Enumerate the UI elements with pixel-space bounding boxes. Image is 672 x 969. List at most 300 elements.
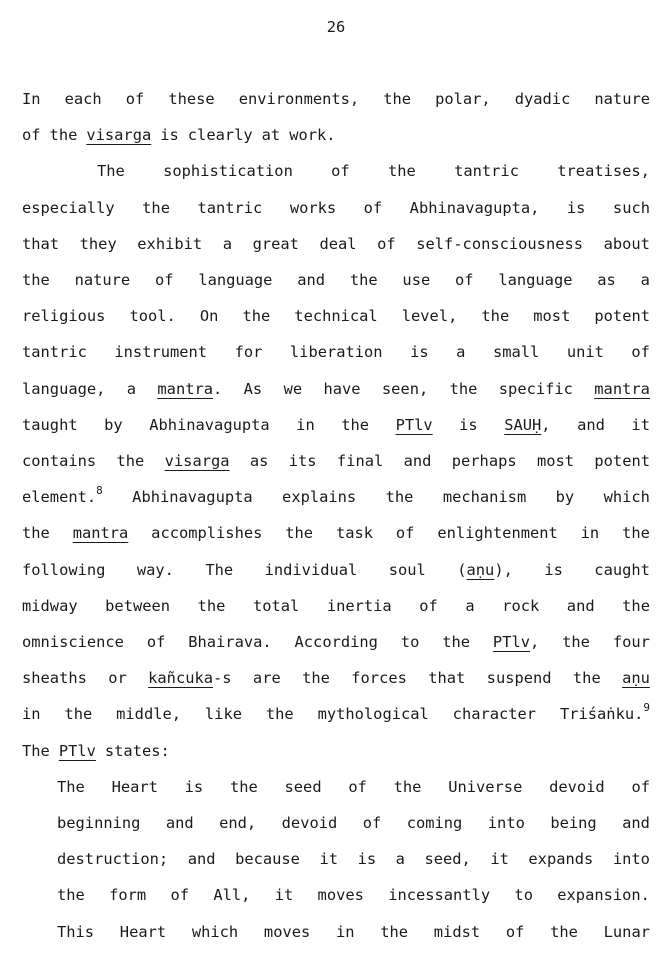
- word-text: specific: [498, 379, 573, 398]
- word-text: being: [550, 814, 597, 832]
- word: [396, 848, 405, 870]
- word-text: the: [449, 379, 478, 398]
- word-text: of: [631, 777, 650, 796]
- word: [550, 812, 596, 834]
- word-text: is: [160, 126, 179, 145]
- word-text: of: [363, 198, 383, 217]
- word-text: of: [455, 271, 474, 289]
- word-text: midst: [433, 922, 481, 941]
- word-text: potent: [594, 452, 650, 470]
- word: [394, 776, 422, 798]
- word: [327, 595, 392, 617]
- word-text: taught: [22, 415, 78, 434]
- word: [567, 341, 604, 363]
- word-text: in: [22, 705, 41, 724]
- word: [22, 631, 124, 653]
- word-text: it: [631, 415, 650, 434]
- word: [137, 559, 174, 581]
- word-text: final: [336, 452, 384, 470]
- word: [297, 269, 325, 291]
- word: [613, 631, 650, 653]
- word: [230, 776, 258, 798]
- word: [380, 921, 408, 943]
- word: [120, 921, 166, 943]
- word: [336, 921, 355, 943]
- text-line: [22, 341, 650, 363]
- word-text: ,: [529, 633, 540, 651]
- word: [188, 124, 253, 146]
- word: [631, 341, 650, 363]
- word: [454, 160, 519, 182]
- word-text: the: [64, 705, 93, 724]
- quote-line: [57, 848, 650, 870]
- underlined-term: PTlv: [395, 415, 433, 434]
- word: [59, 740, 96, 762]
- word: [22, 559, 105, 581]
- word-text: mythological: [317, 705, 429, 724]
- word: [296, 414, 315, 436]
- word: [294, 305, 377, 327]
- underlined-term: SAUḤ: [504, 415, 542, 434]
- word: [285, 776, 322, 798]
- word: [407, 812, 463, 834]
- word-text: the: [22, 524, 50, 543]
- word-text: of: [154, 271, 174, 289]
- word-text: element.: [22, 488, 97, 507]
- word-text: in: [335, 922, 355, 941]
- quote-line: [57, 812, 650, 834]
- word: [631, 776, 650, 798]
- word-text: of: [348, 777, 367, 796]
- word: [323, 378, 360, 400]
- word: [604, 233, 650, 255]
- word-text: Heart: [119, 922, 167, 941]
- text-line: [22, 233, 650, 255]
- word-text: As: [243, 379, 263, 398]
- word-text: soul: [388, 560, 426, 579]
- word: [57, 776, 85, 798]
- word-text: The: [97, 162, 125, 181]
- word-text: the: [380, 922, 409, 941]
- word-text: ),: [494, 560, 513, 579]
- word-text: self-consciousness: [416, 234, 584, 253]
- word-text: unit: [566, 343, 604, 362]
- underlined-term: mantra: [157, 379, 214, 398]
- footnote-marker: 9: [643, 701, 650, 715]
- word: [442, 631, 470, 653]
- word: [213, 884, 250, 906]
- word-text: work.: [289, 126, 336, 145]
- word: [377, 233, 396, 255]
- word-text: is: [410, 343, 429, 362]
- word-text: -s: [213, 669, 232, 688]
- word: [382, 378, 428, 400]
- word: [205, 559, 233, 581]
- word-text: devoid: [549, 777, 605, 796]
- word-text: the: [116, 452, 145, 470]
- word-text: they: [79, 234, 117, 253]
- word: [419, 595, 438, 617]
- word-text: the: [481, 307, 510, 326]
- page-number: 26: [326, 18, 346, 36]
- word-text: This: [57, 922, 95, 941]
- word-text: its: [288, 452, 317, 470]
- word: [493, 631, 539, 653]
- word: [401, 631, 420, 653]
- word: [455, 269, 474, 291]
- word: [388, 884, 490, 906]
- word: [453, 703, 536, 725]
- word-text: the: [349, 271, 378, 289]
- word: [550, 921, 578, 943]
- text-line: [22, 595, 650, 617]
- word-text: and: [566, 596, 595, 615]
- word: [560, 703, 650, 725]
- text-line: [22, 88, 650, 110]
- word: [22, 486, 103, 508]
- word-text: the: [302, 669, 330, 688]
- word: [502, 595, 539, 617]
- word: [22, 197, 115, 219]
- word: [266, 703, 294, 725]
- text-line: [22, 631, 650, 653]
- word: [363, 812, 382, 834]
- underlined-term: PTlv: [492, 633, 530, 651]
- word: [253, 233, 299, 255]
- word: [80, 233, 117, 255]
- word: [244, 378, 263, 400]
- underlined-term: mantra: [72, 524, 129, 543]
- word-text: In: [22, 90, 41, 108]
- word: [499, 378, 573, 400]
- word: [22, 269, 50, 291]
- word-text: of: [170, 886, 190, 905]
- word-text: omniscience: [22, 633, 124, 651]
- word-text: by: [104, 415, 123, 434]
- word-text: of: [505, 922, 525, 941]
- word: [557, 884, 650, 906]
- text-line: [22, 160, 650, 182]
- word: [331, 160, 350, 182]
- word: [22, 450, 96, 472]
- word: [129, 305, 175, 327]
- word-text: destruction;: [57, 850, 169, 869]
- word-text: are: [252, 669, 281, 688]
- word: [594, 378, 650, 400]
- word-text: the: [49, 126, 78, 145]
- text-line: [22, 559, 650, 581]
- word: [127, 378, 136, 400]
- word-text: and: [165, 814, 194, 832]
- text-line: [22, 703, 650, 725]
- word: [157, 378, 222, 400]
- word: [86, 124, 151, 146]
- word-text: tantric: [197, 198, 263, 217]
- word: [151, 522, 262, 544]
- word: [435, 88, 491, 110]
- word: [341, 414, 369, 436]
- word-text: seed,: [424, 850, 471, 869]
- word: [160, 124, 179, 146]
- word-text: states:: [104, 741, 170, 760]
- word: [604, 486, 650, 508]
- word: [416, 233, 583, 255]
- word: [284, 378, 303, 400]
- word: [358, 848, 377, 870]
- word-text: is: [566, 198, 586, 217]
- word: [402, 305, 458, 327]
- word-text: by: [555, 488, 575, 507]
- word: [137, 233, 202, 255]
- word-text: coming: [406, 814, 463, 832]
- word-text: the: [197, 596, 226, 615]
- word: [388, 160, 416, 182]
- word-text: On: [199, 307, 219, 326]
- word: [22, 88, 41, 110]
- word: [622, 522, 650, 544]
- text-line: [22, 522, 650, 544]
- word-text: the: [385, 488, 414, 507]
- word: [116, 703, 181, 725]
- word: [337, 450, 383, 472]
- word: [282, 486, 356, 508]
- word: [396, 414, 433, 436]
- word-text: the: [22, 271, 50, 289]
- word-text: middle,: [116, 705, 182, 724]
- word-text: forces: [351, 669, 407, 688]
- quote-line: [57, 776, 650, 798]
- word: [348, 776, 367, 798]
- word-text: is: [357, 850, 377, 869]
- word-text: ,: [541, 415, 551, 434]
- word-text: Abhinavagupta: [149, 415, 270, 434]
- word: [200, 305, 219, 327]
- word-text: of: [362, 814, 382, 832]
- word: [75, 269, 131, 291]
- word-text: and: [297, 271, 326, 289]
- text-line: [22, 269, 650, 291]
- word-text: the: [562, 633, 590, 651]
- word: [557, 160, 650, 182]
- word: [198, 595, 226, 617]
- word-text: The: [57, 777, 85, 796]
- word-text: the: [442, 633, 471, 651]
- word-text: inertia: [326, 596, 392, 615]
- word-text: the: [265, 705, 294, 724]
- text-line: [22, 197, 650, 219]
- word: [424, 848, 470, 870]
- word-text: great: [252, 234, 299, 253]
- word: [22, 703, 41, 725]
- word: [65, 88, 102, 110]
- word: [498, 269, 572, 291]
- word: [105, 740, 170, 762]
- word-text: of: [631, 343, 650, 362]
- word: [109, 884, 146, 906]
- word-text: expansion.: [557, 886, 650, 905]
- word: [185, 776, 204, 798]
- word-text: that: [428, 669, 466, 688]
- word: [104, 414, 123, 436]
- word-text: into: [612, 850, 650, 869]
- word-text: the: [57, 886, 85, 905]
- word: [290, 341, 383, 363]
- word: [265, 559, 358, 581]
- text-line: [22, 124, 650, 146]
- word-text: works: [289, 198, 337, 217]
- word: [166, 812, 194, 834]
- word: [253, 595, 299, 617]
- word: [57, 848, 168, 870]
- word-text: a: [456, 343, 466, 362]
- word: [155, 269, 174, 291]
- word: [594, 88, 650, 110]
- word-text: a: [222, 234, 232, 253]
- word-text: and: [403, 452, 432, 470]
- word-text: because: [235, 850, 300, 869]
- word: [188, 848, 216, 870]
- word-text: sheaths: [22, 669, 87, 688]
- word-text: the: [341, 415, 370, 434]
- word-text: accomplishes: [151, 524, 263, 543]
- word-text: language: [198, 271, 273, 289]
- word: [22, 233, 59, 255]
- word: [250, 450, 269, 472]
- word: [450, 378, 478, 400]
- word: [577, 414, 605, 436]
- word: [235, 341, 263, 363]
- word: [410, 341, 429, 363]
- word-text: exhibit: [137, 234, 203, 253]
- word: [163, 160, 293, 182]
- word-text: perhaps: [451, 452, 517, 470]
- word: [562, 631, 590, 653]
- word-text: Abhinavagupta,: [409, 198, 540, 217]
- word: [64, 703, 92, 725]
- word-text: of: [331, 162, 350, 181]
- word: [386, 486, 414, 508]
- word-text: of: [146, 633, 166, 651]
- word: [147, 631, 166, 653]
- word: [514, 884, 533, 906]
- word: [504, 414, 550, 436]
- word: [622, 812, 650, 834]
- word: [456, 341, 465, 363]
- word: [132, 486, 252, 508]
- word: [404, 450, 432, 472]
- word-text: explains: [282, 488, 357, 507]
- word-text: is: [184, 777, 204, 796]
- word-text: a: [640, 271, 650, 289]
- word-text: of: [125, 90, 145, 108]
- underlined-term: kañcuka: [148, 669, 214, 688]
- word: [262, 124, 281, 146]
- word-text: four: [612, 633, 650, 651]
- text-line: [22, 414, 650, 436]
- word-text: especially: [22, 198, 115, 217]
- word: [318, 884, 364, 906]
- word: [116, 450, 144, 472]
- word-text: of: [419, 596, 438, 615]
- word-text: into: [487, 814, 525, 832]
- word-text: the: [142, 198, 170, 217]
- word: [149, 414, 269, 436]
- word: [533, 305, 570, 327]
- word: [457, 559, 513, 581]
- word-text: is: [459, 415, 478, 434]
- word-text: sophistication: [163, 162, 293, 181]
- word-text: devoid: [281, 814, 338, 832]
- word: [242, 305, 270, 327]
- word: [351, 667, 407, 689]
- word: [402, 269, 430, 291]
- word: [490, 848, 509, 870]
- word-text: seed: [284, 777, 322, 796]
- word: [364, 197, 383, 219]
- word: [295, 631, 378, 653]
- word-text: Heart: [111, 777, 158, 796]
- word: [108, 667, 127, 689]
- word-text: midway: [22, 596, 78, 615]
- word-text: about: [603, 234, 650, 253]
- word: [515, 88, 571, 110]
- word: [22, 124, 41, 146]
- word: [319, 848, 338, 870]
- word-text: which: [191, 922, 239, 941]
- word-text: a: [465, 596, 475, 615]
- word: [205, 703, 242, 725]
- word-text: the: [383, 90, 412, 108]
- word: [22, 595, 78, 617]
- word-text: total: [252, 596, 300, 615]
- underlined-term: mantra: [594, 379, 650, 398]
- word: [192, 921, 238, 943]
- word: [389, 559, 426, 581]
- word: [198, 269, 272, 291]
- word-text: .: [213, 379, 223, 398]
- word: [641, 269, 650, 291]
- word: [452, 450, 517, 472]
- word-text: liberation: [289, 343, 383, 362]
- word: [350, 269, 378, 291]
- word-text: suspend: [486, 669, 552, 688]
- word-text: of: [395, 524, 415, 543]
- word-text: that: [22, 234, 60, 253]
- word: [57, 921, 94, 943]
- word: [549, 776, 605, 798]
- word-text: end,: [219, 814, 257, 832]
- word: [493, 341, 539, 363]
- word: [597, 269, 616, 291]
- word-text: character: [452, 705, 537, 724]
- word: [336, 522, 373, 544]
- word: [253, 667, 281, 689]
- word-text: the: [550, 922, 578, 941]
- word-text: Triśaṅku.: [559, 705, 644, 724]
- word: [383, 88, 411, 110]
- underlined-term: aṇu: [466, 560, 495, 579]
- word: [319, 233, 356, 255]
- word: [573, 667, 601, 689]
- word-text: polar,: [435, 90, 491, 108]
- word-text: or: [108, 669, 127, 688]
- word-text: seen,: [381, 379, 429, 398]
- word-text: clearly: [187, 126, 253, 145]
- text-line: [22, 740, 650, 762]
- word: [22, 341, 87, 363]
- word: [289, 450, 317, 472]
- word: [487, 667, 552, 689]
